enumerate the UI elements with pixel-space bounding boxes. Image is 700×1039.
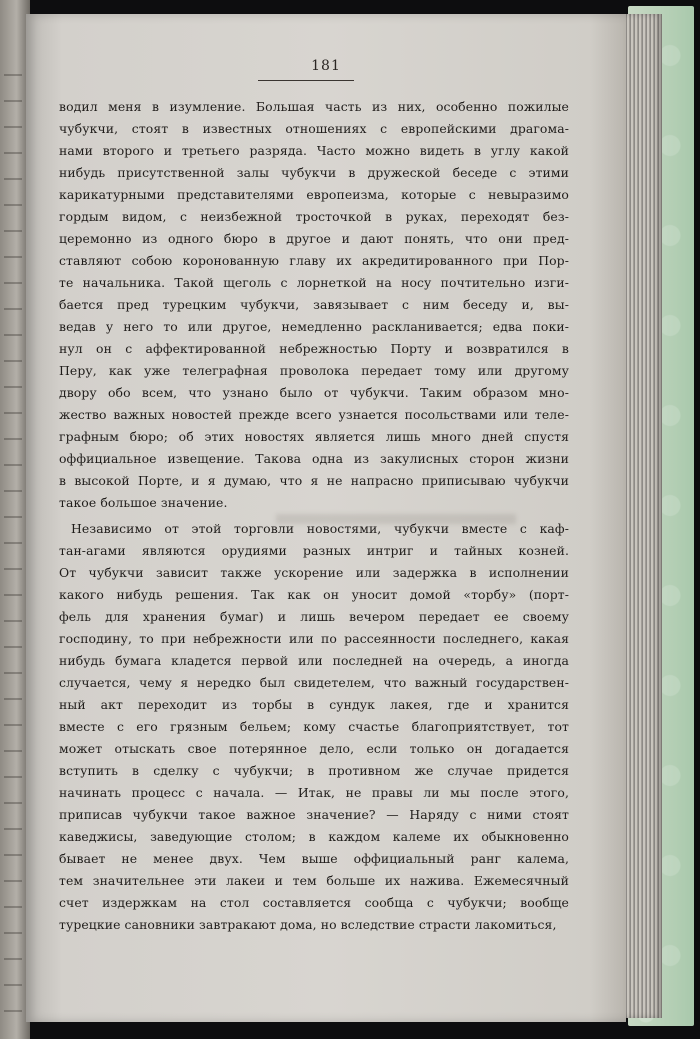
- text-line: бается пред турецким чубукчи, завязывает с ним беседу и, вы-: [59, 297, 569, 312]
- text-line: нибудь присутственной залы чубукчи в дружеской беседе с этими: [59, 165, 569, 180]
- page-stack-edges: [622, 14, 662, 1018]
- text-line: начинать процесс с начала. — Итак, не правы ли мы после этого,: [59, 785, 569, 800]
- text-line: водил меня в изумление. Большая часть из них, особенно пожилые: [59, 99, 569, 114]
- text-line: какого нибудь решения. Так как он уносит домой «торбу» (порт-: [59, 587, 569, 602]
- text-line: нул он с аффектированной небрежностью Порту и возвратился в: [59, 341, 569, 356]
- text-line: Перу, как уже телеграфная проволока передает тому или другому: [59, 363, 569, 378]
- text-line: гордым видом, с неизбежной тросточкой в руках, переходят без-: [59, 209, 569, 224]
- body-text: [59, 96, 569, 936]
- text-line: бывает не менее двух. Чем выше оффициальный ранг калема,: [59, 851, 569, 866]
- text-line: турецкие сановники завтракают дома, но вследствие страсти лакомиться,: [59, 917, 557, 932]
- text-line: карикатурными представителями европеизма, которые с невыразимо: [59, 187, 569, 202]
- text-line: нами второго и третьего разряда. Часто можно видеть в углу какой: [59, 143, 569, 158]
- text-line: те начальника. Такой щеголь с лорнеткой на носу почтительно изги-: [59, 275, 569, 290]
- text-line: нибудь бумага кладется первой или последней на очередь, а иногда: [59, 653, 569, 668]
- text-line: церемонно из одного бюро в другое и дают понять, что они пред-: [59, 231, 569, 246]
- text-line: графным бюро; об этих новостях является лишь много дней спустя: [59, 429, 569, 444]
- text-line: вступить в сделку с чубукчи; в противном же случае придется: [59, 763, 569, 778]
- text-line: оффициальное извещение. Такова одна из закулисных сторон жизни: [59, 451, 569, 466]
- text-line: ный акт переходит из торбы в сундук лакея, где и хранится: [59, 697, 569, 712]
- text-line: От чубукчи зависит также ускорение или задержка в исполнении: [59, 565, 569, 580]
- text-line: случается, чему я нередко был свидетелем, что важный государствен-: [59, 675, 569, 690]
- text-line: такое большое значение.: [59, 495, 228, 510]
- paragraph: [59, 96, 569, 514]
- text-line: может отыскать свое потерянное дело, если только он догадается: [59, 741, 569, 756]
- text-line: ставляют собою коронованную главу их акредитированного при Пор-: [59, 253, 569, 268]
- text-line: счет издержкам на стол составляется сообща с чубукчи; вообще: [59, 895, 569, 910]
- text-line: каведжисы, заведующие столом; в каждом калеме их обыкновенно: [59, 829, 569, 844]
- text-line: тан-агами являются орудиями разных интриг и тайных козней.: [59, 543, 569, 558]
- text-line: господину, то при небрежности или по рассеянности последнего, какая: [59, 631, 569, 646]
- left-page-text-marks: [4, 60, 22, 1020]
- page-number-rule: [258, 80, 354, 81]
- text-line: Независимо от этой торговли новостями, чубукчи вместе с каф-: [71, 521, 569, 536]
- text-line: приписав чубукчи такое важное значение? — Наряду с ними стоят: [59, 807, 569, 822]
- text-line: чубукчи, стоят в известных отношениях с европейскими драгома-: [59, 121, 569, 136]
- text-line: вместе с его грязным бельем; кому счастье благоприятствует, тот: [59, 719, 569, 734]
- page-number: 181: [311, 58, 341, 74]
- paragraph: [59, 518, 569, 936]
- text-line: тем значительнее эти лакеи и тем больше их нажива. Ежемесячный: [59, 873, 569, 888]
- text-line: жество важных новостей прежде всего узнается посольствами или теле-: [59, 407, 569, 422]
- text-line: в высокой Порте, и я думаю, что я не напрасно приписываю чубукчи: [59, 473, 569, 488]
- book-page: [26, 14, 626, 1022]
- text-line: ведав у него то или другое, немедленно раскланивается; едва поки-: [59, 319, 569, 334]
- text-line: фель для хранения бумаг) и лишь вечером передает ее своему: [59, 609, 569, 624]
- text-line: двору обо всем, что узнано было от чубукчи. Таким образом мно-: [59, 385, 569, 400]
